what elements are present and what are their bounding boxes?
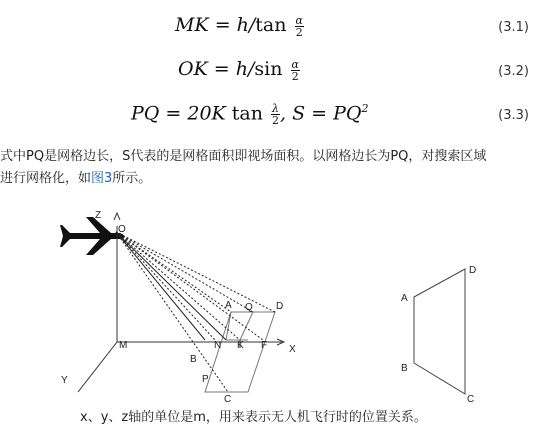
- label-d: D: [276, 301, 284, 312]
- grid-cell: [205, 312, 275, 392]
- label-k: K: [237, 340, 244, 351]
- label-n: N: [214, 340, 222, 351]
- paragraph-line-1: 式中PQ是网格边长，S代表的是网格面积即视场面积。以网格边长为PQ，对搜索区域: [0, 149, 487, 164]
- equation-number: (3.1): [498, 20, 529, 35]
- right-label-b: B: [401, 363, 408, 374]
- label-c: C: [224, 394, 232, 405]
- label-x: X: [289, 344, 296, 355]
- label-a: A: [225, 300, 232, 311]
- label-q: Q: [245, 302, 253, 313]
- label-z: Z: [95, 210, 102, 221]
- label-b: B: [190, 354, 197, 365]
- right-label-d: D: [469, 265, 477, 276]
- label-p: P: [202, 374, 209, 385]
- equation-number: (3.3): [498, 108, 529, 123]
- equation-3-3: PQ = 20K tan $\frac{\lambda}{2}$ , $S = PQ^2$ (3.3): [131, 101, 529, 127]
- paragraph-line-2-start: 进行网格化，如: [0, 171, 92, 186]
- label-o: O: [118, 224, 126, 235]
- figure-3-link[interactable]: 图3: [91, 171, 113, 186]
- solid-sight-lines: [116, 232, 226, 340]
- label-y: Y: [61, 375, 68, 386]
- label-m: M: [119, 340, 128, 351]
- figure-caption: x、y、z轴的单位是m，用来表示无人机飞行时的位置关系。: [80, 410, 427, 425]
- grid-cell-top-view: [414, 269, 465, 394]
- equation-3-1: MK = h/tan $\frac{\alpha}{2}$ (3.1): [175, 13, 529, 39]
- label-f: F: [261, 340, 268, 351]
- right-label-c: C: [467, 394, 475, 405]
- equation-number: (3.2): [498, 64, 529, 79]
- right-label-a: A: [401, 293, 408, 304]
- paragraph-line-2-end: 所示。: [112, 171, 152, 186]
- equation-3-2: OK = h/sin $\frac{\alpha}{2}$ (3.2): [178, 57, 529, 83]
- airplane-icon: [60, 217, 124, 255]
